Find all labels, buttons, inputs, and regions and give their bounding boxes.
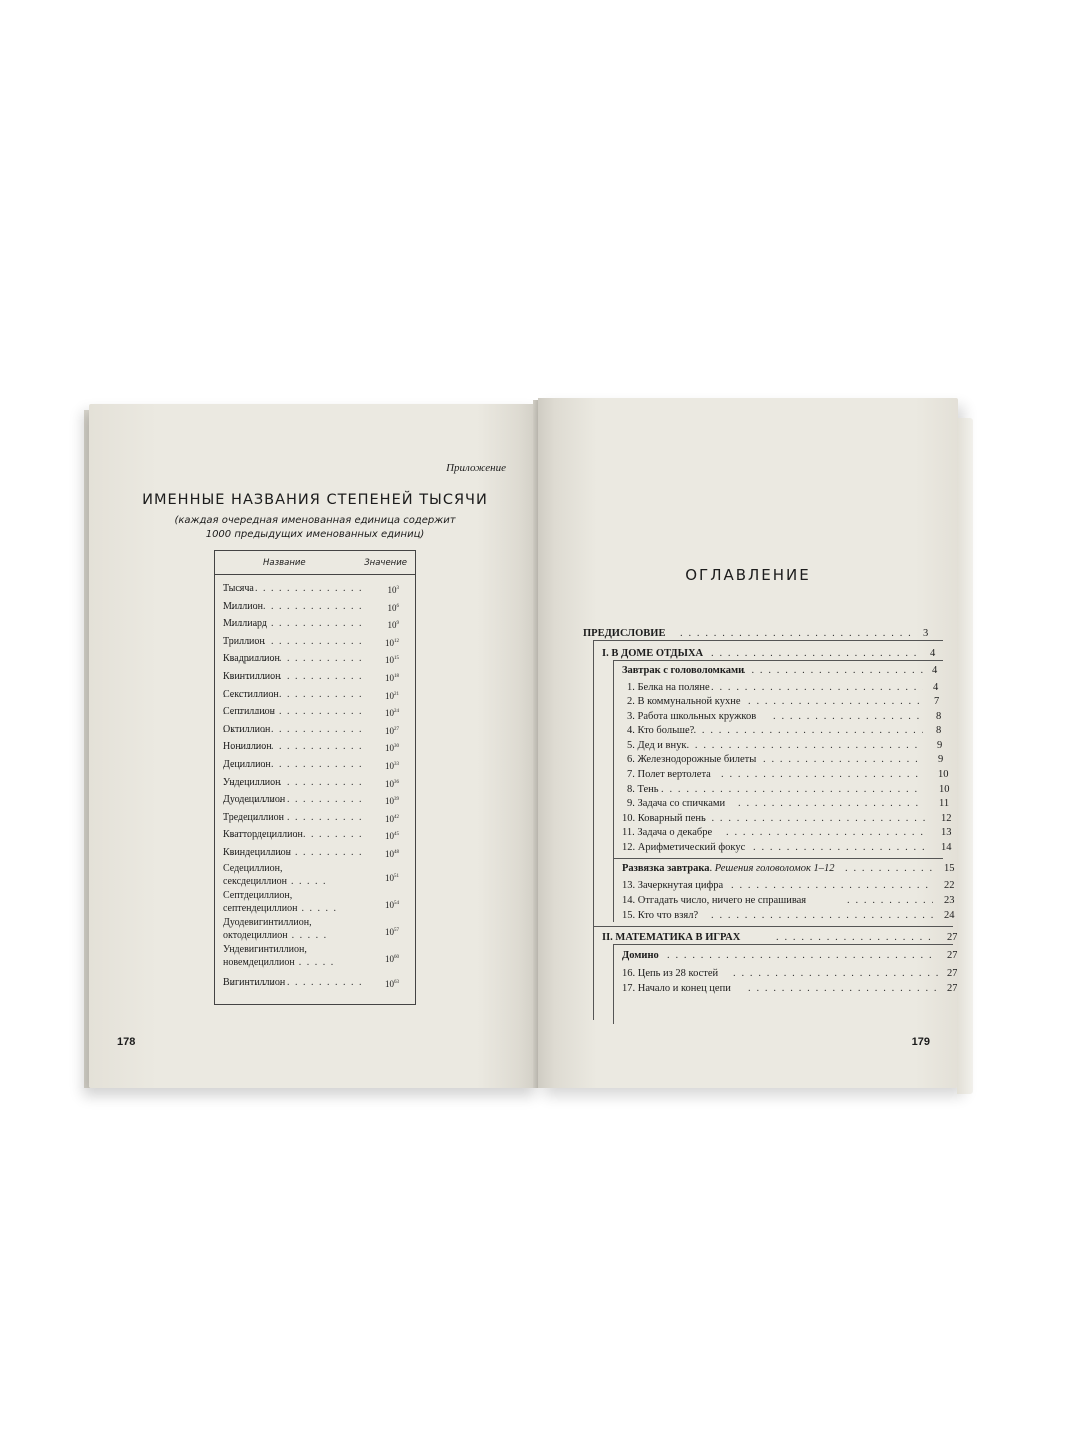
subtitle-line-2: 1000 предыдущих именованных единиц) bbox=[205, 529, 425, 540]
power-exponent: 21 bbox=[394, 691, 399, 697]
power-base: 10 bbox=[385, 760, 394, 771]
unit-name: Нониллион bbox=[223, 741, 272, 753]
power-value bbox=[385, 974, 399, 994]
power-base: 10 bbox=[385, 725, 394, 736]
toc-entry bbox=[622, 878, 958, 893]
table-row bbox=[223, 774, 403, 792]
table-row bbox=[223, 633, 403, 651]
power-base: 10 bbox=[385, 637, 394, 648]
toc-entry-label: II. МАТЕМАТИКА В ИГРАХ bbox=[602, 932, 741, 943]
dot-leader bbox=[721, 767, 923, 782]
toc-page-number: 4 bbox=[930, 648, 936, 659]
toc-tree-rule bbox=[613, 660, 614, 922]
toc-entry-subtitle: Решения головоломок 1–12 bbox=[714, 863, 835, 874]
unit-name: Дуодециллион bbox=[223, 794, 286, 806]
column-header-name: Название bbox=[263, 558, 306, 568]
toc-page-number: 9 bbox=[937, 740, 943, 751]
unit-name: Ундециллион bbox=[223, 776, 281, 788]
unit-name: Квадриллион bbox=[223, 653, 280, 665]
table-row bbox=[223, 703, 403, 721]
table-row bbox=[223, 791, 403, 809]
toc-tree-rule bbox=[593, 640, 943, 641]
table-row bbox=[223, 686, 403, 704]
power-base: 10 bbox=[387, 602, 397, 613]
toc-tree-rule bbox=[613, 944, 953, 945]
toc-entry bbox=[622, 893, 958, 908]
table-row bbox=[223, 826, 403, 844]
dot-leader bbox=[748, 981, 938, 996]
power-exponent: 45 bbox=[394, 832, 399, 838]
toc-tree-rule bbox=[593, 640, 594, 1020]
toc-entry-label: Завтрак с головоломками bbox=[622, 665, 745, 676]
toc-page-number: 27 bbox=[947, 968, 958, 979]
dot-leader bbox=[703, 811, 928, 826]
toc-entry-label: 14. Отгадать число, ничего не спрашивая bbox=[622, 895, 807, 906]
power-exponent: 57 bbox=[394, 927, 399, 933]
toc-tree-rule bbox=[613, 660, 943, 661]
unit-name: Седециллион, bbox=[223, 862, 283, 874]
unit-name-alt bbox=[223, 876, 327, 888]
toc-entry bbox=[627, 680, 947, 695]
unit-name: Октиллион bbox=[223, 723, 271, 735]
toc-page-number: 24 bbox=[944, 910, 955, 921]
power-base: 10 bbox=[385, 708, 394, 719]
power-exponent: 51 bbox=[394, 873, 399, 879]
toc-page-number: 14 bbox=[941, 842, 952, 853]
unit-name: Миллиард bbox=[223, 618, 267, 630]
table-row bbox=[223, 862, 403, 889]
toc-entry-label: 10. Коварный пень bbox=[622, 813, 706, 824]
dot-leader bbox=[845, 861, 933, 876]
toc-entry bbox=[627, 782, 953, 797]
power-base: 10 bbox=[385, 672, 394, 683]
page-number-right: 179 bbox=[911, 1036, 930, 1048]
table-row bbox=[223, 943, 403, 970]
table-row bbox=[223, 650, 403, 668]
toc-entry bbox=[622, 861, 958, 876]
toc-page-number: 15 bbox=[944, 863, 955, 874]
toc-entry-label: 1. Белка на поляне bbox=[627, 682, 710, 693]
dot-leader: . . . . . bbox=[297, 902, 338, 914]
power-value bbox=[385, 871, 399, 884]
toc-page-number: 23 bbox=[944, 895, 955, 906]
left-page bbox=[89, 404, 541, 1088]
power-value bbox=[385, 925, 399, 938]
toc-entry bbox=[622, 948, 961, 963]
table-header bbox=[215, 551, 415, 575]
toc-entry bbox=[622, 981, 961, 996]
dot-leader bbox=[711, 908, 933, 923]
dot-leader bbox=[661, 782, 923, 797]
toc-page-number: 10 bbox=[938, 769, 949, 780]
unit-name-alt bbox=[223, 930, 328, 942]
toc-page-number: 27 bbox=[947, 932, 958, 943]
right-page-title: ОГЛАВЛЕНИЕ bbox=[685, 566, 811, 584]
power-exponent: 42 bbox=[394, 814, 399, 820]
power-base: 10 bbox=[385, 953, 394, 964]
dot-leader: . . . . . bbox=[286, 875, 327, 887]
toc-entry-label: 15. Кто что взял? bbox=[622, 910, 699, 921]
toc-entry bbox=[602, 930, 961, 945]
toc-entry-label: I. В ДОМЕ ОТДЫХА bbox=[602, 648, 704, 659]
unit-name: Кваттордециллион bbox=[223, 829, 303, 841]
toc-entry bbox=[627, 767, 952, 782]
unit-name-alt bbox=[223, 903, 337, 915]
power-exponent: 24 bbox=[394, 709, 399, 715]
toc-tree-rule bbox=[613, 944, 614, 1024]
unit-name-alt-text: септендециллион bbox=[223, 902, 298, 914]
power-exponent: 60 bbox=[394, 954, 399, 960]
power-base: 10 bbox=[387, 620, 397, 631]
toc-page-number: 11 bbox=[939, 798, 950, 809]
toc-entry bbox=[622, 825, 955, 840]
toc-entry-label: Развязка завтрака bbox=[622, 863, 710, 874]
unit-name-alt-text: сексдециллион bbox=[223, 875, 287, 887]
subtitle-line-1: (каждая очередная именованная единица содержит bbox=[174, 515, 456, 526]
toc-entry bbox=[602, 646, 944, 661]
toc-page-number: 12 bbox=[941, 813, 952, 824]
unit-name: Миллион bbox=[223, 600, 263, 612]
toc-entry bbox=[622, 811, 955, 826]
unit-name-alt bbox=[223, 957, 335, 969]
dot-leader bbox=[738, 796, 923, 811]
power-base: 10 bbox=[385, 926, 394, 937]
toc-entry bbox=[622, 908, 958, 923]
dot-leader bbox=[685, 723, 923, 738]
toc-entry-label: 8. Тень bbox=[627, 784, 659, 795]
power-exponent: 30 bbox=[394, 744, 399, 750]
power-exponent: 18 bbox=[394, 673, 399, 679]
power-value bbox=[385, 898, 399, 911]
power-exponent: 33 bbox=[394, 761, 399, 767]
right-page bbox=[538, 398, 958, 1088]
unit-name: Тредециллион bbox=[223, 811, 284, 823]
toc-page-number: 7 bbox=[934, 696, 940, 707]
dot-leader bbox=[680, 626, 911, 641]
unit-name-alt-text: октодециллион bbox=[223, 929, 288, 941]
power-exponent: 15 bbox=[394, 656, 399, 662]
dot-leader bbox=[753, 840, 928, 855]
left-page-title: ИМЕННЫЕ НАЗВАНИЯ СТЕПЕНЕЙ ТЫСЯЧИ bbox=[142, 492, 488, 508]
power-exponent: 48 bbox=[394, 849, 399, 855]
right-page-edge bbox=[957, 418, 973, 1094]
table-row bbox=[223, 668, 403, 686]
unit-name: Тысяча bbox=[223, 583, 254, 594]
dot-leader bbox=[847, 893, 933, 908]
toc-entry bbox=[627, 723, 950, 738]
toc-entry bbox=[622, 966, 961, 981]
dot-leader bbox=[726, 825, 928, 840]
toc-entry bbox=[583, 626, 937, 641]
toc-page-number: 4 bbox=[933, 682, 939, 693]
toc-tree-rule bbox=[593, 926, 953, 927]
toc-entry-label: 7. Полет вертолета bbox=[627, 769, 711, 780]
dot-leader bbox=[667, 948, 938, 963]
toc-entry-label: 3. Работа школьных кружков bbox=[627, 711, 757, 722]
table-row bbox=[223, 598, 403, 616]
unit-name: Септдециллион, bbox=[223, 889, 293, 901]
toc-page-number: 8 bbox=[936, 711, 942, 722]
toc-page-number: 9 bbox=[938, 754, 944, 765]
power-base: 10 bbox=[385, 796, 394, 807]
table-row bbox=[223, 615, 403, 633]
toc-entry-label: 5. Дед и внук bbox=[627, 740, 687, 751]
power-base: 10 bbox=[385, 899, 394, 910]
unit-name: Триллион bbox=[223, 635, 265, 647]
page-number-left: 178 bbox=[117, 1036, 136, 1048]
power-exponent: 36 bbox=[394, 779, 399, 785]
unit-name: Дециллион bbox=[223, 758, 271, 770]
power-exponent: 54 bbox=[394, 900, 399, 906]
table-row bbox=[223, 756, 403, 774]
toc-entry bbox=[622, 663, 946, 678]
power-exponent: 9 bbox=[396, 621, 399, 627]
toc-entry-label: 11. Задача о декабре bbox=[622, 827, 713, 838]
toc-entry-label: 12. Арифметический фокус bbox=[622, 842, 746, 853]
toc-entry bbox=[627, 694, 948, 709]
unit-name: Вигинтиллион bbox=[223, 976, 286, 988]
toc-tree-rule bbox=[613, 858, 943, 859]
power-exponent: 3 bbox=[396, 586, 399, 591]
column-header-value: Значение bbox=[364, 558, 407, 568]
dot-leader bbox=[711, 680, 923, 695]
toc-entry-label: 13. Зачеркнутая цифра bbox=[622, 880, 724, 891]
toc-entry-label: 2. В коммунальной кухне bbox=[627, 696, 741, 707]
power-base: 10 bbox=[385, 690, 394, 701]
running-head: Приложение bbox=[446, 462, 506, 474]
power-exponent: 6 bbox=[396, 603, 399, 609]
power-value bbox=[385, 952, 399, 965]
power-base: 10 bbox=[385, 848, 394, 859]
table-row bbox=[223, 916, 403, 943]
table-row bbox=[223, 809, 403, 827]
power-exponent: 27 bbox=[394, 726, 399, 732]
power-base: 10 bbox=[385, 978, 394, 989]
dot-leader bbox=[773, 709, 923, 724]
dot-leader: . . . . . bbox=[294, 956, 335, 968]
toc-entry bbox=[627, 709, 950, 724]
unit-name: Квинтиллион bbox=[223, 670, 281, 682]
toc-entry-label: ПРЕДИСЛОВИЕ bbox=[583, 628, 666, 639]
dot-leader bbox=[743, 663, 923, 678]
dot-leader: . . . . . bbox=[287, 929, 328, 941]
unit-name: Квиндециллион bbox=[223, 846, 292, 858]
table-body bbox=[223, 580, 403, 991]
toc-page-number: 22 bbox=[944, 880, 955, 891]
unit-name-alt-text: новемдециллион bbox=[223, 956, 295, 968]
power-base: 10 bbox=[385, 872, 394, 883]
unit-name: Секстиллион bbox=[223, 688, 279, 700]
toc-entry-separator: . bbox=[709, 863, 715, 874]
unit-name: Септиллион bbox=[223, 706, 275, 718]
toc-entry-label: 6. Железнодорожные билеты bbox=[627, 754, 757, 765]
toc-entry bbox=[622, 840, 955, 855]
table-row bbox=[223, 721, 403, 739]
table-row bbox=[223, 580, 403, 598]
table-row bbox=[223, 889, 403, 916]
power-exponent: 39 bbox=[394, 797, 399, 803]
powers-table bbox=[214, 550, 416, 1005]
power-base: 10 bbox=[387, 585, 397, 595]
toc-entry-label: Домино bbox=[622, 950, 659, 961]
dot-leader bbox=[733, 966, 938, 981]
toc-page-number: 27 bbox=[947, 950, 958, 961]
unit-name: Дуодевигинтиллион, bbox=[223, 916, 312, 928]
table-row bbox=[223, 844, 403, 862]
toc-entry bbox=[627, 738, 951, 753]
toc-entry bbox=[627, 796, 953, 811]
table-row bbox=[223, 738, 403, 756]
dot-leader bbox=[711, 646, 916, 661]
toc-page-number: 13 bbox=[941, 827, 952, 838]
dot-leader bbox=[678, 738, 923, 753]
dot-leader bbox=[776, 930, 933, 945]
power-base: 10 bbox=[385, 831, 394, 842]
power-base: 10 bbox=[385, 778, 394, 789]
power-base: 10 bbox=[385, 743, 394, 754]
toc-page-number: 8 bbox=[936, 725, 942, 736]
dot-leader bbox=[748, 694, 923, 709]
toc-page-number: 3 bbox=[923, 628, 929, 639]
toc-page-number: 10 bbox=[939, 784, 950, 795]
dot-leader bbox=[731, 878, 933, 893]
toc-page-number: 4 bbox=[932, 665, 938, 676]
toc-entry-label: 9. Задача со спичками bbox=[627, 798, 726, 809]
unit-name: Ундевигинтиллион, bbox=[223, 943, 307, 955]
table-row bbox=[223, 974, 403, 992]
power-base: 10 bbox=[385, 655, 394, 666]
power-exponent: 12 bbox=[394, 638, 399, 644]
power-exponent: 63 bbox=[394, 979, 399, 985]
dot-leader bbox=[763, 752, 923, 767]
toc-entry-label: 4. Кто больше? bbox=[627, 725, 695, 736]
power-base: 10 bbox=[385, 813, 394, 824]
toc-entry bbox=[627, 752, 952, 767]
toc-entry-label: 17. Начало и конец цепи bbox=[622, 983, 731, 994]
toc-page-number: 27 bbox=[947, 983, 958, 994]
open-book bbox=[80, 398, 980, 1088]
toc-entry-label: 16. Цепь из 28 костей bbox=[622, 968, 719, 979]
